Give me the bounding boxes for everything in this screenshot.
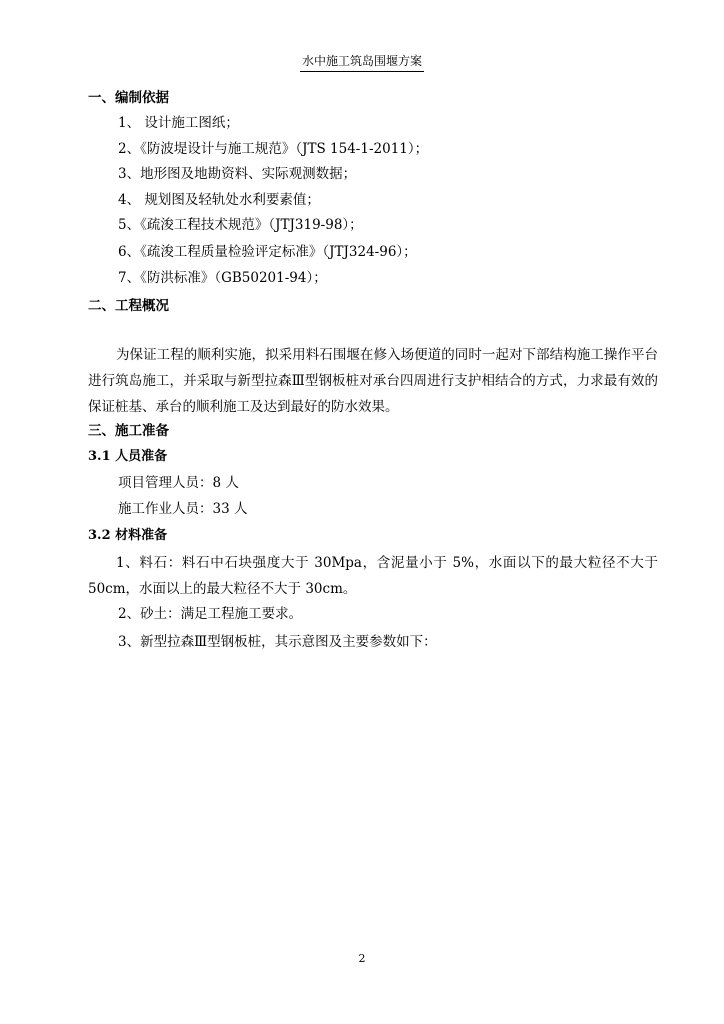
reference-item-1: 1、 设计施工图纸；	[118, 115, 239, 131]
page-number: 2	[358, 952, 366, 965]
section-2-heading: 二、工程概况	[88, 298, 169, 314]
material-item-1: 1、料石：料石中石块强度大于 30Mpa，含泥量小于 5%，水面以下的最大粒径不大于 50cm，水面以上的最大粒径不大于 30cm。	[88, 555, 658, 597]
material-item-2: 2、砂土：满足工程施工要求。	[118, 606, 303, 622]
subsection-3-1-heading: 3.1 人员准备	[88, 449, 168, 464]
staff-workers-line: 施工作业人员：33 人	[118, 501, 248, 517]
staff-management-line: 项目管理人员：8 人	[118, 475, 239, 491]
reference-item-2: 2、《防波堤设计与施工规范》（JTS 154-1-2011）；	[118, 141, 429, 157]
reference-item-7: 7、《防洪标准》（GB50201-94）；	[118, 270, 327, 286]
material-item-3: 3、新型拉森Ⅲ型钢板桩，其示意图及主要参数如下：	[118, 634, 437, 650]
section-3-heading: 三、施工准备	[88, 423, 169, 439]
header-title: 水中施工筑岛围堰方案	[300, 52, 424, 72]
reference-item-3: 3、地形图及地勘资料、实际观测数据；	[118, 166, 357, 182]
reference-item-4: 4、 规划图及轻轨处水利要素值；	[118, 192, 320, 208]
subsection-3-2-heading: 3.2 材料准备	[88, 528, 168, 543]
section-1-heading: 一、编制依据	[88, 90, 169, 106]
reference-item-6: 6、《疏浚工程质量检验评定标准》（JTJ324-96）；	[118, 244, 417, 260]
page-header	[0, 52, 724, 72]
reference-item-5: 5、《疏浚工程技术规范》（JTJ319-98）；	[118, 217, 363, 233]
project-overview-paragraph: 为保证工程的顺利实施，拟采用料石围堰在修入场便道的同时一起对下部结构施工操作平台进行筑岛施工，并采取与新型拉森Ⅲ型钢板桩对承台四周进行支护相结合的方式，力求最有效的保证桩基、承台的顺利施工及达到最好的防水效果。	[88, 347, 658, 415]
